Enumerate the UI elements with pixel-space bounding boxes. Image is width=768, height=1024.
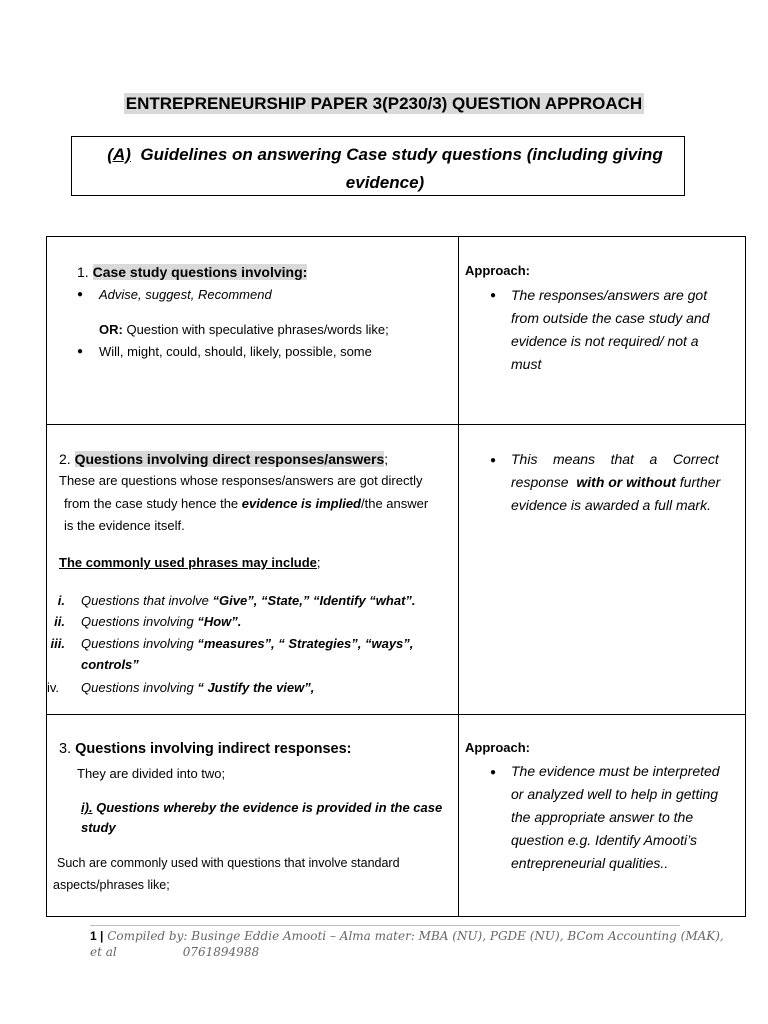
sec1-or-line bbox=[99, 321, 389, 339]
sec2-phrases-text: The commonly used phrases may include bbox=[59, 555, 317, 570]
sec1-or-text: Question with speculative phrases/words like; bbox=[126, 322, 389, 337]
footer-line1 bbox=[90, 928, 724, 944]
bullet-icon: ● bbox=[490, 290, 497, 301]
sec2-phrases-end: ; bbox=[316, 555, 321, 570]
app1-text bbox=[511, 284, 709, 376]
guidelines-text: Guidelines on answering Case study questions (including giving evidence) bbox=[140, 145, 663, 192]
page-number: 1 | bbox=[90, 929, 104, 943]
app1-line: must bbox=[511, 356, 542, 372]
app3-line: the appropriate answer to the bbox=[511, 809, 694, 825]
sec2-heading-end: ; bbox=[384, 451, 389, 467]
app3-line: The evidence must be interpreted bbox=[511, 763, 720, 779]
sec2-para-text: /the answer bbox=[361, 496, 429, 511]
list-item bbox=[81, 679, 314, 697]
app3-line: entrepreneurial qualities.. bbox=[511, 855, 669, 871]
list-item bbox=[81, 635, 413, 653]
list-item-text: Questions involving bbox=[81, 614, 198, 629]
app2-with-or-without: with or without bbox=[576, 474, 676, 490]
list-item-number: i. bbox=[57, 593, 65, 608]
sec3-heading-text: Questions involving indirect responses: bbox=[75, 741, 352, 757]
sec1-heading bbox=[77, 263, 307, 281]
sec2-para-line1: These are questions whose responses/answers are got directly bbox=[59, 473, 423, 488]
sec3-subheading-cont: study bbox=[81, 820, 116, 835]
app3-label: Approach: bbox=[465, 740, 530, 755]
app2-text-part: response bbox=[511, 474, 577, 490]
app2-line: evidence is awarded a full mark. bbox=[511, 497, 711, 513]
footer-compiled-by: Compiled by: Businge Eddie Amooti – Alma mater: MBA (NU), PGDE (NU), BCom Accounting (MAK), bbox=[103, 929, 724, 943]
bullet-icon: ● bbox=[490, 767, 497, 778]
app1-line: evidence is not required/ not a bbox=[511, 333, 699, 349]
list-item-number: iii. bbox=[50, 636, 65, 651]
table-row-divider bbox=[47, 424, 745, 425]
list-item bbox=[81, 613, 241, 631]
sec2-para-text: from the case study hence the bbox=[64, 496, 242, 511]
page-title bbox=[0, 94, 768, 114]
sec3-heading-number: 3. bbox=[59, 741, 72, 757]
app2-line bbox=[511, 471, 739, 494]
footer bbox=[90, 928, 724, 960]
page-title-text: ENTREPRENEURSHIP PAPER 3(P230/3) QUESTION APPROACH bbox=[125, 94, 643, 113]
app2-line: This means that a Correct bbox=[511, 451, 719, 467]
sec2-heading-number: 2. bbox=[59, 451, 71, 467]
footer-divider bbox=[90, 925, 680, 926]
app3-text bbox=[511, 760, 720, 875]
list-item-text: Questions that involve bbox=[81, 593, 213, 608]
sec2-para-line3: is the evidence itself. bbox=[64, 518, 185, 533]
sec1-heading-number: 1. bbox=[77, 264, 89, 280]
app2-text bbox=[511, 448, 739, 517]
app1-line: The responses/answers are got bbox=[511, 287, 708, 303]
sec3-heading bbox=[59, 740, 352, 758]
table-row-divider bbox=[47, 714, 745, 715]
list-item bbox=[81, 592, 416, 610]
guidelines-label: (A) bbox=[107, 145, 131, 164]
footer-et-al: et al bbox=[90, 945, 117, 959]
app3-line: question e.g. Identify Amooti’s bbox=[511, 832, 697, 848]
footer-line2 bbox=[90, 944, 724, 960]
sec2-evidence-implied: evidence is implied bbox=[241, 496, 361, 511]
list-item-number: iv. bbox=[47, 680, 60, 695]
bullet-icon: ● bbox=[490, 455, 497, 466]
list-item-emphasis: “ Justify the view”, bbox=[197, 680, 315, 695]
app1-line: from outside the case study and bbox=[511, 310, 710, 326]
list-item-emphasis: “Give”, “State,” “Identify “what”. bbox=[212, 593, 416, 608]
list-item-text: Questions involving bbox=[81, 636, 198, 651]
list-item-emphasis: “measures”, “ Strategies”, “ways”, bbox=[197, 636, 414, 651]
question-approach-table bbox=[46, 236, 746, 917]
list-item-text: Questions involving bbox=[81, 680, 198, 695]
sec1-bullet-speculative: ● Will, might, could, should, likely, possible, some bbox=[99, 343, 372, 361]
sec2-phrases-label bbox=[59, 554, 321, 572]
sec2-heading-text: Questions involving direct responses/answers bbox=[74, 451, 385, 467]
sec3-para-line2: aspects/phrases like; bbox=[53, 878, 170, 892]
guidelines-heading bbox=[92, 141, 678, 197]
list-item bbox=[81, 656, 139, 674]
list-item-emphasis: controls” bbox=[81, 657, 139, 672]
sec1-or-label: OR: bbox=[99, 322, 123, 337]
table-column-divider bbox=[458, 237, 459, 916]
sec3-intro: They are divided into two; bbox=[77, 766, 226, 781]
sec1-bullet-advise: ● Advise, suggest, Recommend bbox=[99, 286, 272, 304]
app2-text-part: further bbox=[675, 474, 721, 490]
app1-label: Approach: bbox=[465, 263, 530, 278]
guidelines-box bbox=[71, 136, 685, 196]
sec2-para-line2 bbox=[64, 495, 428, 513]
list-item-number: ii. bbox=[54, 614, 65, 629]
sec1-heading-text: Case study questions involving: bbox=[92, 264, 308, 280]
sec3-sub-number: i). bbox=[81, 800, 93, 815]
footer-phone: 0761894988 bbox=[182, 945, 260, 959]
app3-line: or analyzed well to help in getting bbox=[511, 786, 719, 802]
sec3-sub-text: Questions whereby the evidence is provided in the case bbox=[92, 800, 443, 815]
sec2-heading bbox=[59, 450, 388, 468]
list-item-emphasis: “How”. bbox=[197, 614, 242, 629]
sec3-para-line1: Such are commonly used with questions that involve standard bbox=[57, 856, 400, 870]
sec3-subheading bbox=[81, 799, 442, 817]
